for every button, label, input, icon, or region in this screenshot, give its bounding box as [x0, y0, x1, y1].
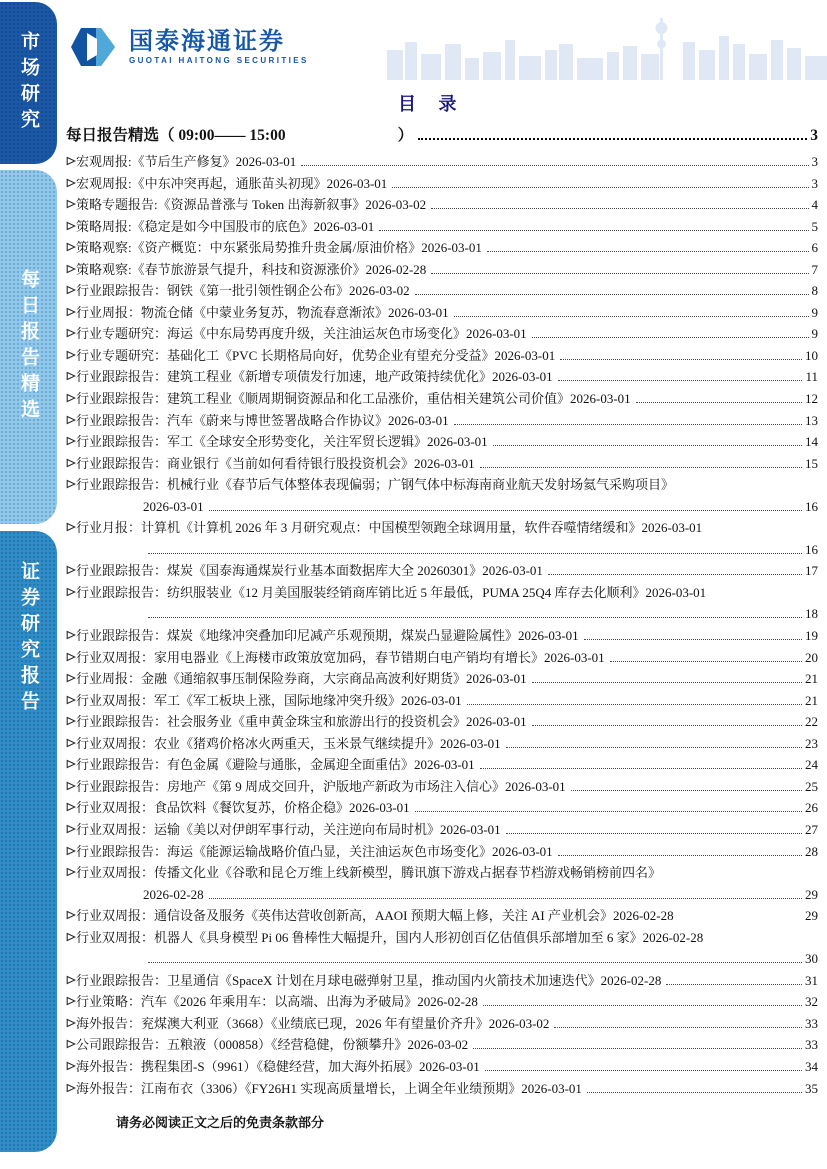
toc-entry: [66, 819, 818, 841]
dot-leader: [418, 138, 807, 140]
brand-logo-icon: [70, 27, 116, 67]
toc-section-close-paren: ）: [397, 127, 414, 144]
arrow-bullet-icon: [66, 630, 76, 640]
dot-leader: [467, 704, 802, 705]
page-number: 24: [805, 757, 818, 773]
toc-entry-text: 行业跟踪报告：海运《能源运输战略价值凸显，关注油运灰色市场变化》2026-03-01: [76, 843, 553, 859]
toc-entry-text: 行业双周报：机器人《具身模型 Pi 06 鲁棒性大幅提升，国内人形初创百亿估值俱乐部增加至 6 家》2026-02-28: [76, 929, 704, 945]
arrow-bullet-icon: [66, 221, 76, 231]
toc-entry: [66, 905, 818, 927]
arrow-bullet-icon: [66, 285, 76, 295]
page-number: 35: [805, 1080, 818, 1096]
dot-leader: [532, 682, 802, 683]
page-number: 16: [805, 541, 818, 557]
toc-entry-continuation: [66, 496, 818, 518]
toc-entry: [66, 754, 818, 776]
dot-leader: [301, 165, 808, 166]
page-number: 3: [811, 175, 818, 191]
toc-entry: [66, 410, 818, 432]
sidebar-tab-securities-research-report: 证券研究报告: [0, 531, 57, 1152]
toc-entry: [66, 474, 818, 496]
dot-leader: [587, 1092, 802, 1093]
arrow-bullet-icon: [66, 587, 76, 597]
arrow-bullet-icon: [66, 738, 76, 748]
dot-leader: [487, 251, 809, 252]
page-number: 19: [805, 628, 818, 644]
page-number: 22: [805, 714, 818, 730]
page-number: 25: [805, 778, 818, 794]
toc-entry-continuation: [66, 603, 818, 625]
dot-leader: [554, 1027, 802, 1028]
toc-entry-text: 行业跟踪报告：纺织服装业《12 月美国服装经销商库销比近 5 年最低，PUMA 25Q4 库存去化顺利》2026-03-01: [76, 584, 707, 600]
toc-entry-text: 行业双周报：通信设备及服务《英伟达营收创新高，AAOI 预期大幅上修，关注 AI 产业机会》2026-02-28: [76, 908, 674, 924]
arrow-bullet-icon: [66, 1083, 76, 1093]
toc-entry: [66, 582, 818, 604]
toc-entry: [66, 927, 818, 949]
toc-entry: [66, 690, 818, 712]
toc-section-header: [66, 124, 818, 148]
page-number: 20: [805, 649, 818, 665]
toc-entry-text: 宏观周报:《节后生产修复》2026-03-01: [76, 154, 297, 169]
arrow-bullet-icon: [66, 781, 76, 791]
page-title: 目 录: [398, 94, 466, 114]
page-number: 18: [805, 606, 818, 622]
toc-entry: [66, 388, 818, 410]
dot-leader: [506, 833, 802, 834]
toc-entry-text: 行业周报：金融《通缩叙事压制保险券商，大宗商品高波利好期货》2026-03-01: [76, 671, 527, 687]
toc-entry-text: 行业跟踪报告：有色金属《避险与通胀，金属迎全面重估》2026-03-01: [76, 757, 475, 773]
disclaimer-text: 请务必阅读正文之后的免责条款部分: [116, 1115, 325, 1130]
page-number: 29: [805, 886, 818, 902]
dot-leader: [480, 768, 802, 769]
dot-leader: [415, 811, 802, 812]
dot-leader: [610, 661, 802, 662]
toc-entry: [66, 841, 818, 863]
page-number: 15: [805, 455, 818, 471]
dot-leader: [454, 424, 802, 425]
toc-entry-text: 行业跟踪报告：社会服务业《重申黄金珠宝和旅游出行的投资机会》2026-03-01: [76, 714, 527, 730]
arrow-bullet-icon: [66, 695, 76, 705]
page-number: 9: [811, 326, 818, 342]
arrow-bullet-icon: [66, 1061, 76, 1071]
toc-entry-text: 行业跟踪报告：煤炭《国泰海通煤炭行业基本面数据库大全 20260301》2026-03-01: [76, 563, 543, 579]
toc-entry-text: 行业跟踪报告：建筑工程业《顺周期铜资源品和化工品涨价，重估相关建筑公司价值》2026-03-01: [76, 391, 631, 407]
dot-leader: [493, 445, 802, 446]
arrow-bullet-icon: [66, 242, 76, 252]
toc-entry: [66, 1034, 818, 1056]
toc-entry: [66, 1056, 818, 1078]
page-number: 11: [805, 369, 818, 385]
dot-leader: [431, 208, 808, 209]
dot-leader: [415, 294, 809, 295]
arrow-bullet-icon: [66, 1018, 76, 1028]
dot-leader: [666, 984, 802, 985]
dot-leader: [532, 337, 809, 338]
arrow-bullet-icon: [66, 975, 76, 985]
page-number: 32: [805, 994, 818, 1010]
arrow-bullet-icon: [66, 350, 76, 360]
dot-leader: [636, 402, 802, 403]
page-number: 23: [805, 735, 818, 751]
toc-entry: [66, 280, 818, 302]
toc-entry: [66, 862, 818, 884]
page-number: 10: [805, 347, 818, 363]
dot-leader: [431, 273, 808, 274]
toc-entry-text: 行业策略：汽车《2026 年乘用车：以高端、出海为矛破局》2026-02-28: [76, 994, 478, 1010]
toc-entry: [66, 302, 818, 324]
page-number: 33: [805, 1015, 818, 1031]
page-number: 8: [811, 283, 818, 299]
toc-entry-text: 行业跟踪报告：建筑工程业《新增专项债发行加速，地产政策持续优化》2026-03-01: [76, 369, 553, 385]
toc-entry-text: 行业双周报：运输《美以对伊朗军事行动，关注逆向布局时机》2026-03-01: [76, 821, 501, 837]
arrow-bullet-icon: [66, 264, 76, 274]
toc-entry-text: 策略观察:《春节旅游景气提升，科技和资源涨价》2026-02-28: [76, 261, 427, 277]
arrow-bullet-icon: [66, 565, 76, 575]
dot-leader: [480, 467, 802, 468]
toc-entry-text: 行业专题研究：基础化工《PVC 长期格局向好，优势企业有望充分受益》2026-03-01: [76, 347, 556, 363]
page-number: 14: [805, 434, 818, 450]
page-number: 4: [811, 197, 818, 213]
toc-entry-text: 行业双周报：传播文化业《谷歌和昆仑万维上线新模型，腾讯旗下游戏占据春节档游戏畅销榜前四名》: [76, 865, 662, 881]
brand-name: 国泰海通证券: [129, 27, 285, 55]
arrow-bullet-icon: [66, 328, 76, 338]
toc-entry: [66, 237, 818, 259]
dot-leader: [558, 380, 803, 381]
toc-entry: [66, 711, 818, 733]
dot-leader: [560, 359, 802, 360]
toc-entry-continuation: [66, 884, 818, 906]
toc-entry-text: 行业跟踪报告：汽车《蔚来与博世签署战略合作协议》2026-03-01: [76, 412, 449, 428]
arrow-bullet-icon: [66, 199, 76, 209]
toc-entry: [66, 647, 818, 669]
toc-entry-date: 2026-02-28: [143, 886, 204, 902]
toc-entry: [66, 733, 818, 755]
dot-leader: [584, 639, 802, 640]
toc-entry: [66, 560, 818, 582]
toc-entry-text: 行业跟踪报告：商业银行《当前如何看待银行股投资机会》2026-03-01: [76, 455, 475, 471]
arrow-bullet-icon: [66, 932, 76, 942]
dot-leader: [548, 574, 802, 575]
toc-entry-continuation: [66, 539, 818, 561]
toc-entry: [66, 970, 818, 992]
arrow-bullet-icon: [66, 522, 76, 532]
toc-entry-text: 行业双周报：家用电器业《上海楼市政策放宽加码，春节错期白电产销均有增长》2026-03-01: [76, 649, 605, 665]
page-number: 29: [805, 908, 818, 924]
page-number: 28: [805, 843, 818, 859]
page-number: 16: [805, 498, 818, 514]
toc-entry: [66, 323, 818, 345]
brand-header: [70, 27, 309, 67]
toc-entry-text: 公司跟踪报告：五粮液（000858）《经营稳健，份额攀升》2026-03-02: [76, 1037, 469, 1053]
toc-entry: [66, 797, 818, 819]
toc-entry: [66, 776, 818, 798]
arrow-bullet-icon: [66, 1039, 76, 1049]
arrow-bullet-icon: [66, 458, 76, 468]
page-number: 30: [805, 951, 818, 967]
page-number: 21: [805, 692, 818, 708]
toc-entry-text: 行业双周报：军工《军工板块上涨，国际地缘冲突升级》2026-03-01: [76, 692, 462, 708]
sidebar-tab-market-research: 市场研究: [0, 2, 57, 164]
toc-entry-text: 策略观察:《资产概览：中东紧张局势推升贵金属/原油价格》2026-03-01: [76, 240, 482, 256]
arrow-bullet-icon: [66, 652, 76, 662]
dot-leader: [392, 187, 808, 188]
arrow-bullet-icon: [66, 307, 76, 317]
page-number: 13: [805, 412, 818, 428]
toc-section-label: 每日报告精选（ 09:00—— 15:00: [66, 127, 286, 144]
toc-entry: [66, 216, 818, 238]
toc-entry-text: 行业跟踪报告：机械行业《春节后气体整体表现偏弱；广钢气体中标海南商业航天发射场氦气采购项目》: [76, 477, 675, 493]
toc-entry-text: 行业跟踪报告：卫星通信《SpaceX 计划在月球电磁弹射卫星，推动国内火箭技术加速迭代》2026-02-28: [76, 972, 662, 988]
toc-entry-text: 行业跟踪报告：煤炭《地缘冲突叠加印尼减产乐观预期，煤炭凸显避险属性》2026-03-01: [76, 628, 579, 644]
toc-entry-text: 行业跟踪报告：钢铁《第一批引领性钢企公布》2026-03-02: [76, 283, 410, 299]
toc-entry: [66, 259, 818, 281]
arrow-bullet-icon: [66, 716, 76, 726]
arrow-bullet-icon: [66, 802, 76, 812]
page-number: 17: [805, 563, 818, 579]
arrow-bullet-icon: [66, 415, 76, 425]
page-number: 33: [805, 1037, 818, 1053]
toc-entry-date: 2026-03-01: [143, 498, 204, 514]
toc-entry: [66, 345, 818, 367]
page-number: 34: [805, 1058, 818, 1074]
toc-entry-text: 行业跟踪报告：军工《全球安全形势变化，关注军贸长逻辑》2026-03-01: [76, 434, 488, 450]
toc-entry-continuation: [66, 948, 818, 970]
page-number: 5: [811, 218, 818, 234]
arrow-bullet-icon: [66, 393, 76, 403]
dot-leader: [209, 510, 802, 511]
page-number: 31: [805, 972, 818, 988]
page-number: 9: [811, 304, 818, 320]
page-number: 6: [811, 240, 818, 256]
arrow-bullet-icon: [66, 824, 76, 834]
toc-entry-text: 行业双周报：农业《猪鸡价格冰火两重天，玉米景气继续提升》2026-03-01: [76, 735, 501, 751]
toc-entry: [66, 151, 818, 173]
dot-leader: [532, 725, 802, 726]
page-number: 12: [805, 391, 818, 407]
arrow-bullet-icon: [66, 156, 76, 166]
dot-leader: [209, 898, 802, 899]
arrow-bullet-icon: [66, 371, 76, 381]
arrow-bullet-icon: [66, 673, 76, 683]
arrow-bullet-icon: [66, 910, 76, 920]
arrow-bullet-icon: [66, 996, 76, 1006]
toc-entry: [66, 1078, 818, 1100]
toc-entry-text: 宏观周报:《中东冲突再起，通胀苗头初现》2026-03-01: [76, 175, 388, 191]
toc-entry-text: 海外报告：江南布衣（3306）《FY26H1 实现高质量增长，上调全年业绩预期》2026-03-01: [76, 1080, 582, 1096]
toc-entry-text: 行业周报：物流仓储《中蒙业务复苏，物流春意渐浓》2026-03-01: [76, 304, 449, 320]
arrow-bullet-icon: [66, 479, 76, 489]
page-number: 7: [811, 261, 818, 277]
dot-leader: [571, 790, 802, 791]
arrow-bullet-icon: [66, 759, 76, 769]
arrow-bullet-icon: [66, 178, 76, 188]
toc-entry: [66, 668, 818, 690]
sidebar-tab-daily-report-selection: 每日报告精选: [0, 170, 57, 524]
arrow-bullet-icon: [66, 846, 76, 856]
dot-leader: [483, 1005, 802, 1006]
arrow-bullet-icon: [66, 436, 76, 446]
dot-leader: [148, 962, 802, 963]
dot-leader: [473, 1048, 802, 1049]
dot-leader: [148, 617, 802, 618]
dot-leader: [485, 1070, 802, 1071]
toc-entry: [66, 1013, 818, 1035]
toc-entry: [66, 366, 818, 388]
toc-entry-text: 行业专题研究：海运《中东局势再度升级，关注油运灰色市场变化》2026-03-01: [76, 326, 527, 342]
brand-subtitle: GUOTAI HAITONG SECURITIES: [129, 55, 309, 65]
table-of-contents: [66, 124, 818, 1099]
dot-leader: [148, 553, 802, 554]
toc-entry: [66, 431, 818, 453]
toc-entry-text: 策略专题报告:《资源品普涨与 Token 出海新叙事》2026-03-02: [76, 197, 427, 213]
dot-leader: [558, 855, 802, 856]
page-number: 3: [810, 127, 818, 144]
toc-entry-text: 策略周报:《稳定是如今中国股市的底色》2026-03-01: [76, 218, 375, 234]
toc-entry-text: 海外报告：携程集团-S（9961）《稳健经营，加大海外拓展》2026-03-01: [76, 1058, 480, 1074]
dot-leader: [379, 230, 808, 231]
city-skyline-watermark: [387, 14, 827, 80]
toc-entry-text: 行业跟踪报告：房地产《第 9 周成交回升，沪版地产新政为市场注入信心》2026-03-01: [76, 778, 566, 794]
dot-leader: [454, 316, 809, 317]
toc-entry: [66, 194, 818, 216]
arrow-bullet-icon: [66, 867, 76, 877]
page-number: 21: [805, 671, 818, 687]
toc-entry: [66, 991, 818, 1013]
toc-entry: [66, 625, 818, 647]
toc-entry-text: 行业月报：计算机《计算机 2026 年 3 月研究观点：中国模型领跑全球调用量，软件吞噬情绪缓和》2026-03-01: [76, 520, 703, 536]
toc-entry: [66, 173, 818, 195]
toc-entry-text: 行业双周报：食品饮料《餐饮复苏，价格企稳》2026-03-01: [76, 800, 410, 816]
page-number: 27: [805, 821, 818, 837]
toc-entry: [66, 517, 818, 539]
page-number: 26: [805, 800, 818, 816]
page-number: 3: [811, 154, 818, 169]
dot-leader: [506, 747, 802, 748]
toc-entry-text: 海外报告：兖煤澳大利亚（3668）《业绩底已现，2026 年有望量价齐升》2026-03-02: [76, 1015, 550, 1031]
toc-entry: [66, 453, 818, 475]
